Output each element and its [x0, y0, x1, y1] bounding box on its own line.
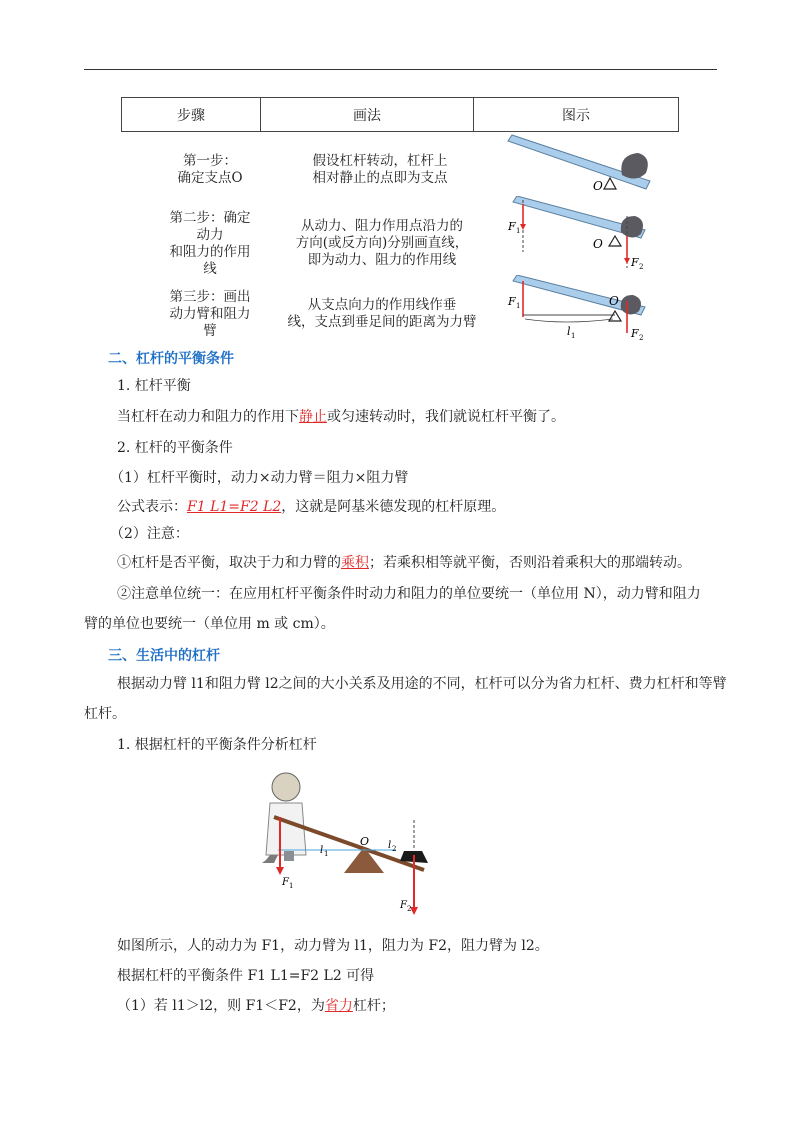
text: 公式表示：	[117, 499, 187, 515]
label-f1-sub: 1	[516, 227, 521, 235]
note-2-line-1: ②注意单位统一：在应用杠杆平衡条件时动力和阻力的单位要统一（单位用 N），动力臂和阻力	[117, 586, 701, 602]
leg	[284, 851, 294, 861]
label-l2-sub: 2	[392, 845, 397, 853]
fig-step-3	[505, 275, 655, 341]
label-l1: l	[320, 845, 324, 856]
item-lever-balance: 1. 杠杆平衡	[117, 378, 191, 394]
label-f2-sub: 2	[639, 263, 644, 271]
figure-description: 如图所示，人的动力为 F1，动力臂为 l1，阻力为 F2，阻力臂为 l2。	[117, 938, 549, 954]
desc-3	[262, 297, 502, 331]
header-rule	[84, 69, 717, 70]
label-o: O	[609, 294, 619, 308]
header-method: 画法	[261, 98, 474, 131]
label-l1-sub: 1	[324, 850, 329, 858]
label-f1-sub: 1	[516, 302, 521, 310]
f1-arrowhead	[520, 224, 526, 230]
desc-2-line: 方向(或反方向)分别画直线，	[295, 235, 469, 251]
para-classification-2: 杠杆。	[84, 706, 126, 722]
fig-step-2	[505, 196, 655, 272]
coat	[266, 803, 306, 855]
text: （1）若 l1＞l2，则 F1＜F2，为	[117, 998, 325, 1014]
label-f2: F	[631, 327, 639, 340]
section-3-title: 三、生活中的杠杆	[108, 648, 220, 664]
desc-1	[285, 153, 475, 187]
step-2	[150, 210, 270, 278]
step-3-line: 动力臂和阻力	[169, 306, 251, 322]
l1-brace	[525, 319, 613, 322]
label-f1-sub: 1	[289, 882, 294, 890]
derive-line: 根据杠杆的平衡条件 F1 L1=F2 L2 可得	[117, 968, 375, 984]
step-1-line: 确定支点O	[177, 170, 243, 186]
step-3-line: 臂	[203, 323, 217, 339]
desc-2-line: 从动力、阻力作用点沿力的	[301, 218, 463, 234]
label-o: O	[593, 179, 603, 193]
step-1	[150, 153, 270, 187]
label-o: O	[360, 835, 370, 848]
desc-3-line: 线，支点到垂足间的距离为力臂	[287, 314, 477, 330]
fulcrum	[604, 178, 616, 189]
fig-person-lever	[248, 765, 448, 920]
header-figure: 图示	[562, 107, 590, 124]
desc-2-line: 即为动力、阻力的作用线	[307, 252, 457, 268]
step-2-line: 和阻力的作用	[169, 244, 251, 260]
desc-1-line: 假设杠杆转动，杠杆上	[312, 153, 448, 169]
highlight: 静止	[299, 409, 327, 425]
label-l1: l	[567, 325, 571, 338]
stone	[621, 216, 643, 238]
case-1	[117, 996, 395, 1016]
step-3-line: 第三步：画出	[169, 289, 251, 305]
note-1	[117, 553, 691, 573]
label-f1: F	[508, 220, 516, 233]
head	[272, 773, 300, 801]
f1-arrowhead	[276, 867, 284, 875]
item-balance-condition: 2. 杠杆的平衡条件	[117, 440, 233, 456]
fig-step-1	[500, 133, 660, 195]
formula: F1 L1=F2 L2	[187, 499, 282, 515]
desc-1-line: 相对静止的点即为支点	[312, 170, 448, 186]
f2-arrowhead	[624, 258, 630, 264]
note-2-line-2: 臂的单位也要统一（单位用 m 或 cm）。	[84, 616, 335, 632]
text: ；若乘积相等就平衡，否则沿着乘积大的那端转动。	[369, 555, 691, 571]
text: ①杠杆是否平衡，取决于力和力臂的	[117, 555, 341, 571]
stone	[621, 295, 641, 315]
table-header	[121, 97, 679, 132]
text: 杠杆；	[352, 998, 395, 1014]
highlight: 省力	[324, 998, 353, 1014]
section-2-title: 二、杠杆的平衡条件	[108, 351, 234, 367]
desc-3-line: 从支点向力的作用线作垂	[307, 297, 457, 313]
para-classification-1: 根据动力臂 l1和阻力臂 l2之间的大小关系及用途的不同，杠杆可以分为省力杠杆、费力杠杆和等臂	[117, 676, 727, 692]
step-1-line: 第一步：	[183, 153, 237, 169]
item-analyze: 1. 根据杠杆的平衡条件分析杠杆	[117, 737, 317, 753]
highlight: 乘积	[341, 555, 369, 571]
fulcrum	[344, 847, 384, 873]
step-2-line: 线	[203, 261, 217, 277]
leg	[262, 855, 278, 863]
step-2-line: 第二步：确定	[169, 210, 251, 226]
stone	[621, 153, 647, 179]
label-f2-sub: 2	[407, 905, 412, 913]
desc-2	[272, 218, 492, 269]
label-l1-sub: 1	[571, 332, 576, 340]
text: 当杠杆在动力和阻力的作用下	[117, 409, 299, 425]
note-title: （2）注意：	[110, 526, 189, 542]
label-f1: F	[508, 295, 516, 308]
fulcrum	[609, 236, 621, 246]
label-l2: l	[388, 840, 392, 851]
text: 或匀速转动时，我们就说杠杆平衡了。	[327, 409, 565, 425]
label-f1: F	[282, 877, 289, 888]
formula-line	[117, 497, 505, 517]
condition-text: （1）杠杆平衡时，动力×动力臂＝阻力×阻力臂	[110, 470, 409, 486]
step-2-line: 动力	[196, 227, 224, 243]
text: ，这就是阿基米德发现的杠杆原理。	[281, 499, 506, 515]
label-f2: F	[400, 900, 407, 911]
step-3	[150, 289, 270, 340]
label-o: O	[593, 237, 603, 251]
label-f2: F	[631, 256, 639, 269]
para-balance	[117, 407, 565, 427]
label-f2-sub: 2	[639, 334, 644, 341]
header-step: 步骤	[122, 98, 261, 131]
